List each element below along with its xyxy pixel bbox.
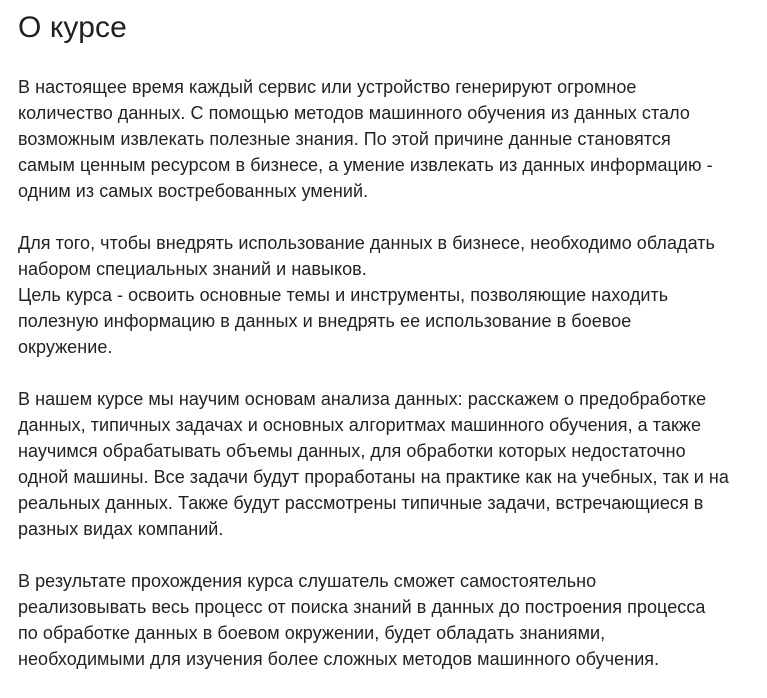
paragraph-line: разных видах компаний. <box>18 519 224 539</box>
paragraph-intro <box>18 74 746 204</box>
paragraph-goal <box>18 230 746 360</box>
about-course-section <box>18 8 746 698</box>
paragraph-line: В результате прохождения курса слушатель сможет самостоятельно <box>18 571 597 591</box>
paragraph-line: одной машины. Все задачи будут проработаны на практике как на учебных, так и на <box>18 467 729 487</box>
paragraph-line: количество данных. С помощью методов машинного обучения из данных стало <box>18 103 690 123</box>
paragraph-line: данных, типичных задачах и основных алгоритмах машинного обучения, а также <box>18 415 702 435</box>
paragraph-line: одним из самых востребованных умений. <box>18 181 369 201</box>
paragraph-line: Цель курса - освоить основные темы и инструменты, позволяющие находить <box>18 285 669 305</box>
paragraph-line: научимся обрабатывать объемы данных, для обработки которых недостаточно <box>18 441 686 461</box>
paragraph-program <box>18 386 746 542</box>
paragraph-line: необходимыми для изучения более сложных методов машинного обучения. <box>18 649 660 669</box>
paragraph-line: по обработке данных в боевом окружении, будет обладать знаниями, <box>18 623 606 643</box>
paragraph-line: реальных данных. Также будут рассмотрены типичные задачи, встречающиеся в <box>18 493 704 513</box>
paragraph-line: реализовывать весь процесс от поиска знаний в данных до построения процесса <box>18 597 706 617</box>
paragraph-line: набором специальных знаний и навыков. <box>18 259 367 279</box>
paragraph-line: В нашем курсе мы научим основам анализа данных: расскажем о предобработке <box>18 389 707 409</box>
paragraph-line: самым ценным ресурсом в бизнесе, а умение извлекать из данных информацию - <box>18 155 713 175</box>
paragraph-line: полезную информацию в данных и внедрять ее использование в боевое <box>18 311 632 331</box>
paragraph-line: возможным извлекать полезные знания. По этой причине данные становятся <box>18 129 671 149</box>
paragraph-outcome <box>18 568 746 672</box>
paragraph-line: окружение. <box>18 337 113 357</box>
paragraph-line: В настоящее время каждый сервис или устройство генерируют огромное <box>18 77 637 97</box>
page-title: О курсе <box>18 11 127 44</box>
paragraph-line: Для того, чтобы внедрять использование данных в бизнесе, необходимо обладать <box>18 233 715 253</box>
